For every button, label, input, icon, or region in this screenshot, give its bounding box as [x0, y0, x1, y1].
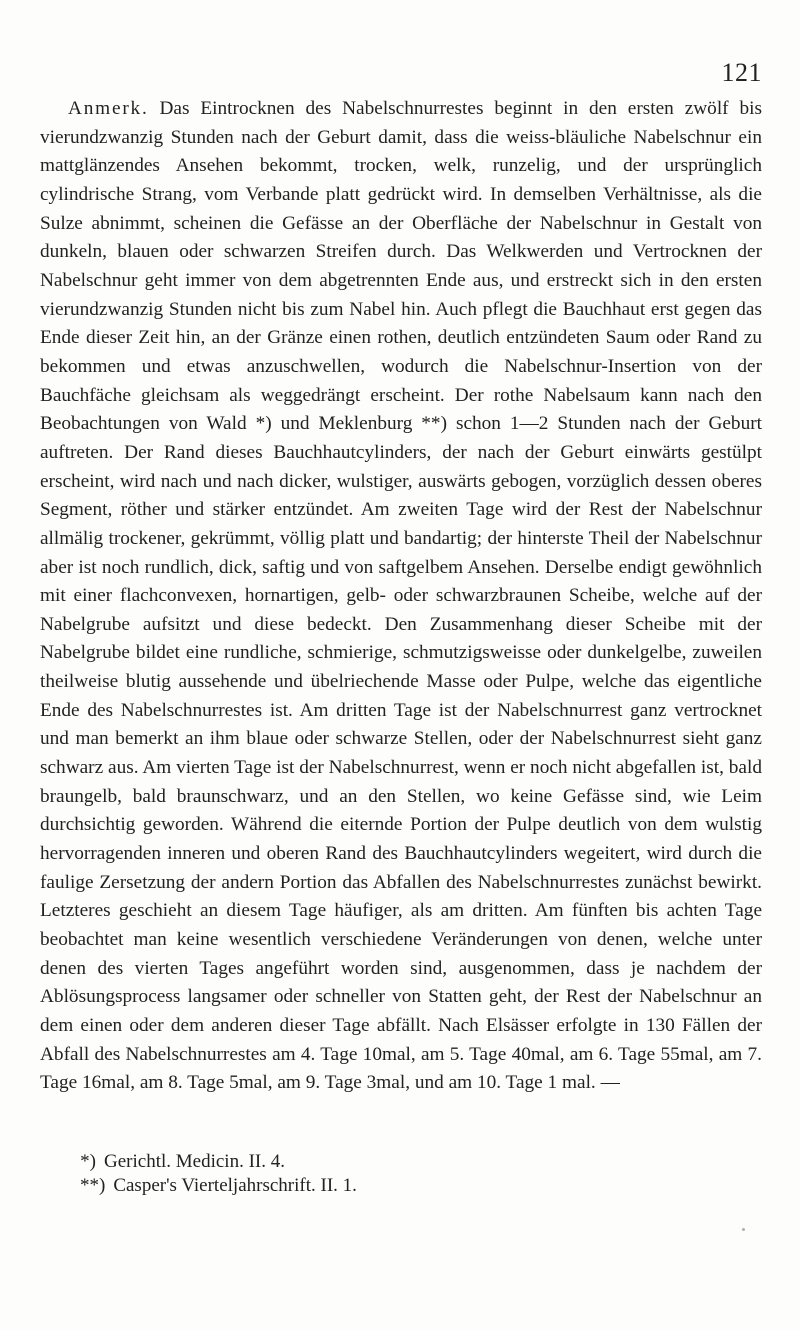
footnote-2-mark: **)	[80, 1175, 106, 1196]
page-number: 121	[721, 58, 762, 87]
footnotes	[80, 1150, 680, 1198]
footnote-2-text: Casper's Vierteljahrschrift. II. 1.	[113, 1175, 357, 1196]
main-text-block	[40, 95, 762, 1098]
footnote-2	[80, 1174, 680, 1198]
footnote-1-text: Gerichtl. Medicin. II. 4.	[104, 1151, 285, 1172]
paragraph-lead: Anmerk.	[68, 98, 149, 119]
footnote-1-mark: *)	[80, 1151, 96, 1172]
footnote-1	[80, 1150, 680, 1174]
paragraph-anmerkung	[40, 95, 762, 1098]
paper-speck	[742, 1228, 745, 1231]
paragraph-body: Das Eintrocknen des Nabelschnurrestes beginnt in den ersten zwölf bis vierundzwanzig Stunden nach der Geburt damit, dass die weiss-bläuliche Nabelschnur ein mattglänzendes Ansehen bekommt, trocken, welk, runzelig, und der ursprünglich cylindrische Strang, vom Verbande platt gedrückt wird. In demselben Verhältnisse, als die Sulze abnimmt, scheinen die Gefässe an der Oberfläche der Nabelschnur in Gestalt von dunkeln, blauen oder schwarzen Streifen durch. Das Welkwerden und Vertrocknen der Nabelschnur geht immer von dem abgetrennten Ende aus, und erstreckt sich in den ersten vierundzwanzig Stunden nicht bis zum Nabel hin. Auch pflegt die Bauchhaut erst gegen das Ende dieser Zeit hin, an der Gränze einen rothen, deutlich entzündeten Saum oder Rand zu bekommen und etwas anzuschwellen, wodurch die Nabelschnur-Insertion von der Bauchfäche gleichsam als weggedrängt erscheint. Der rothe Nabelsaum kann nach den Beobachtungen von Wald *) und Meklenburg **) schon 1—2 Stunden nach der Geburt auftreten. Der Rand dieses Bauchhautcylinders, der nach der Geburt einwärts gestülpt erscheint, wird nach und nach dicker, wulstiger, auswärts gebogen, vorzüglich dessen oberes Segment, röther und stärker entzündet. Am zweiten Tage wird der Rest der Nabelschnur allmälig trockener, gekrümmt, völlig platt und bandartig; der hinterste Theil der Nabelschnur aber ist noch rundlich, dick, saftig und von saftgelbem Ansehen. Derselbe endigt gewöhnlich mit einer flachconvexen, hornartigen, gelb- oder schwarzbraunen Scheibe, welche auf der Nabelgrube aufsitzt und diese bedeckt. Den Zusammenhang dieser Scheibe mit der Nabelgrube bildet eine rundliche, schmierige, schmutzigsweisse oder dunkelgelbe, zuweilen theilweise blutig aussehende und übelriechende Masse oder Pulpe, welche das eigentliche Ende des Nabelschnurrestes ist. Am dritten Tage ist der Nabelschnurrest ganz vertrocknet und man bemerkt an ihm blaue oder schwarze Stellen, oder der Nabelschnurrest sieht ganz schwarz aus. Am vierten Tage ist der Nabelschnurrest, wenn er noch nicht abgefallen ist, bald braungelb, bald braunschwarz, und an den Stellen, wo keine Gefässe sind, wie Leim durchsichtig geworden. Während die eiternde Portion der Pulpe deutlich von dem wulstig hervorragenden inneren und oberen Rand des Bauchhautcylinders wegeitert, wird durch die faulige Zersetzung der andern Portion das Abfallen des Nabelschnurrestes zunächst bewirkt. Letzteres geschieht an diesem Tage häufiger, als am dritten. Am fünften bis achten Tage beobachtet man keine wesentlich verschiedene Veränderungen von denen, welche unter denen des vierten Tages angeführt worden sind, ausgenommen, dass je nachdem der Ablösungsprocess langsamer oder schneller von Statten geht, der Rest der Nabelschnur an dem einen oder dem anderen dieser Tage abfällt. Nach Elsässer erfolgte in 130 Fällen der Abfall des Nabelschnurrestes am 4. Tage 10mal, am 5. Tage 40mal, am 6. Tage 55mal, am 7. Tage 16mal, am 8. Tage 5mal, am 9. Tage 3mal, und am 10. Tage 1 mal. —	[40, 98, 762, 1094]
